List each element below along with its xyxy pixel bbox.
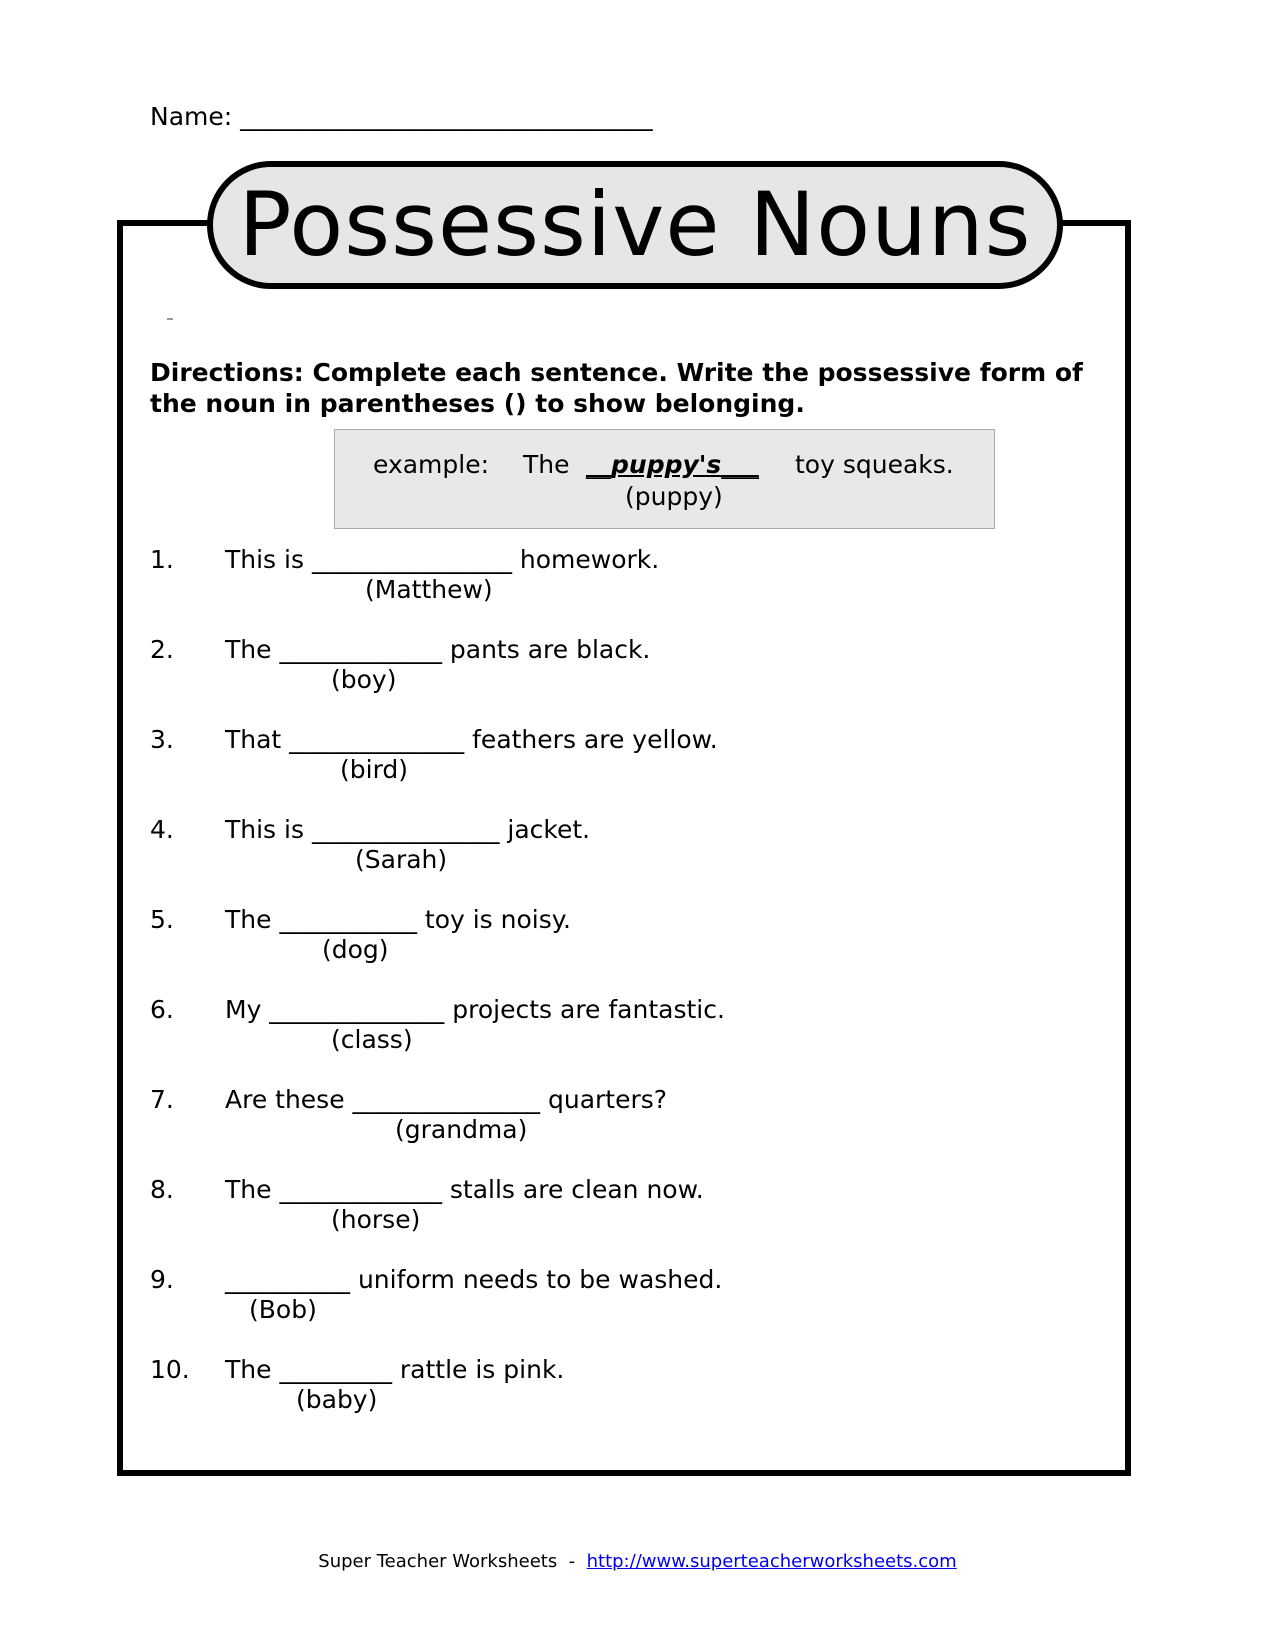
question-sentence[interactable]: This is ________________ homework. xyxy=(225,545,660,574)
question-sentence[interactable]: That ______________ feathers are yellow. xyxy=(225,725,718,754)
question-number: 3. xyxy=(150,725,174,754)
question-item-4 xyxy=(150,815,1050,885)
example-answer xyxy=(586,450,759,479)
question-sentence[interactable]: The _____________ pants are black. xyxy=(225,635,651,664)
footer-link[interactable]: http://www.superteacherworksheets.com xyxy=(586,1551,957,1572)
question-hint: (Sarah) xyxy=(355,845,448,874)
example-answer-suffix: ___ xyxy=(721,450,759,479)
example-word-the: The xyxy=(523,450,570,479)
question-item-6 xyxy=(150,995,1050,1065)
question-number: 7. xyxy=(150,1085,174,1114)
question-number: 5. xyxy=(150,905,174,934)
question-number: 9. xyxy=(150,1265,174,1294)
question-sentence[interactable]: The _________ rattle is pink. xyxy=(225,1355,565,1384)
stray-mark xyxy=(167,318,173,320)
question-item-3 xyxy=(150,725,1050,795)
question-hint: (baby) xyxy=(296,1385,378,1414)
question-item-10 xyxy=(150,1355,1050,1425)
question-hint: (Bob) xyxy=(249,1295,317,1324)
question-item-8 xyxy=(150,1175,1050,1245)
title-banner xyxy=(207,161,1063,289)
example-hint: (puppy) xyxy=(625,482,723,511)
example-label: example: xyxy=(373,450,490,479)
question-number: 8. xyxy=(150,1175,174,1204)
question-hint: (grandma) xyxy=(395,1115,528,1144)
question-item-7 xyxy=(150,1085,1050,1155)
question-number: 1. xyxy=(150,545,174,574)
example-rest: toy squeaks. xyxy=(795,450,954,479)
question-number: 10. xyxy=(150,1355,190,1384)
footer-publisher: Super Teacher Worksheets - xyxy=(318,1551,587,1572)
question-sentence[interactable]: My ______________ projects are fantastic. xyxy=(225,995,725,1024)
example-answer-prefix: __ xyxy=(586,450,611,479)
question-sentence[interactable]: Are these _______________ quarters? xyxy=(225,1085,668,1114)
name-blank[interactable]: _________________________________ xyxy=(240,102,653,131)
directions-text: Directions: Complete each sentence. Write the possessive form of the noun in parentheses () to show belonging. xyxy=(150,358,1083,418)
question-hint: (dog) xyxy=(322,935,389,964)
question-item-1 xyxy=(150,545,1050,615)
question-item-2 xyxy=(150,635,1050,705)
example-box xyxy=(334,429,995,529)
question-item-5 xyxy=(150,905,1050,975)
question-number: 4. xyxy=(150,815,174,844)
question-sentence[interactable]: The ___________ toy is noisy. xyxy=(225,905,571,934)
page-title: Possessive Nouns xyxy=(238,173,1032,276)
question-sentence[interactable]: The _____________ stalls are clean now. xyxy=(225,1175,704,1204)
question-sentence[interactable]: This is _______________ jacket. xyxy=(225,815,591,844)
footer xyxy=(0,1551,1275,1572)
question-hint: (Matthew) xyxy=(365,575,493,604)
question-hint: (bird) xyxy=(340,755,409,784)
question-hint: (horse) xyxy=(331,1205,421,1234)
question-number: 2. xyxy=(150,635,174,664)
question-number: 6. xyxy=(150,995,174,1024)
name-label: Name: xyxy=(150,102,233,131)
name-field xyxy=(150,102,653,131)
example-answer-word: puppy's xyxy=(611,450,722,479)
question-hint: (class) xyxy=(331,1025,413,1054)
question-item-9 xyxy=(150,1265,1050,1335)
question-hint: (boy) xyxy=(331,665,397,694)
question-sentence[interactable]: __________ uniform needs to be washed. xyxy=(225,1265,723,1294)
